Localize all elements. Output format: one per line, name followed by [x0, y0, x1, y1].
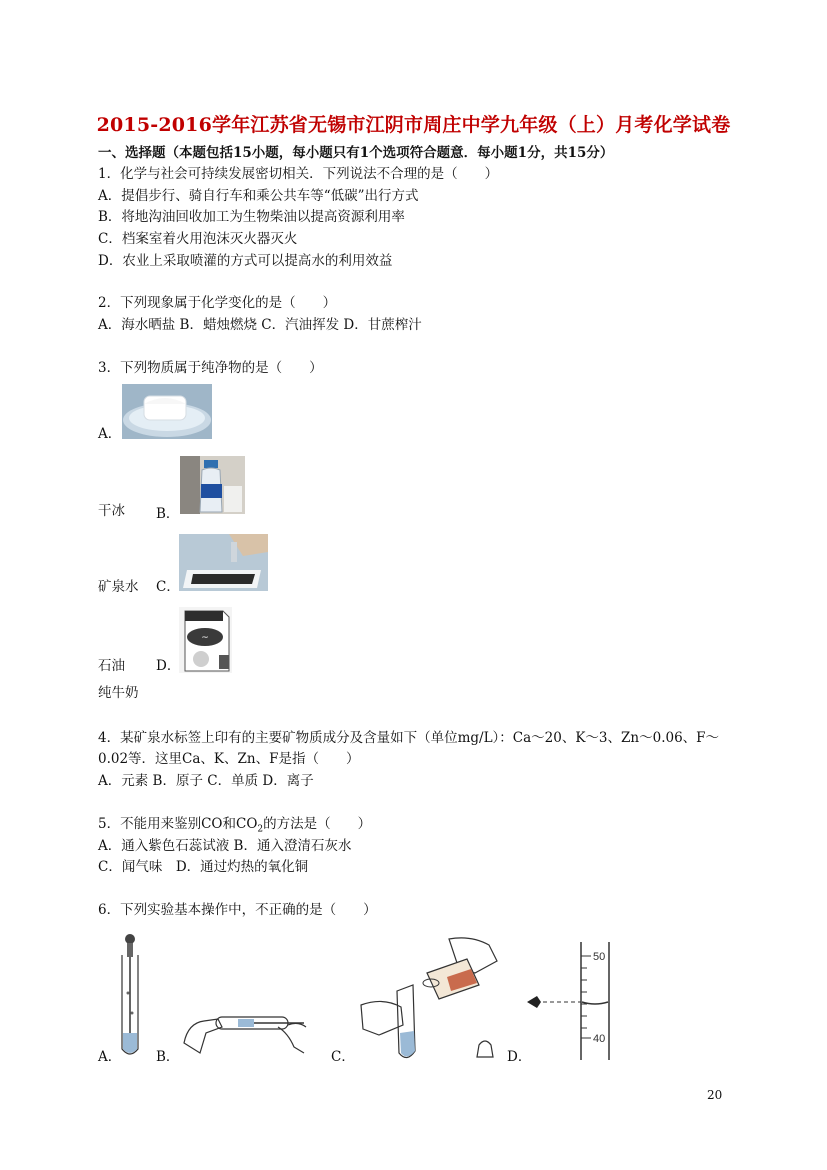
eye-icon [527, 996, 541, 1008]
q6-option-b-label: B． [156, 1049, 180, 1065]
pouring-liquid-figure [355, 933, 500, 1065]
q5-options-ab: A．通入紫色石蕊试液 B．通入澄清石灰水 [98, 838, 352, 854]
cylinder-bottom-mark: 40 [593, 1033, 606, 1045]
q3-option-a-label: A． [98, 426, 122, 442]
mineral-water-photo [180, 456, 245, 514]
q5-options-cd: C．闻气味 D．通过灼热的氧化铜 [98, 859, 309, 875]
q3-a-text: 干冰 [98, 503, 125, 519]
horizontal-tube-figure [178, 1003, 318, 1061]
q6-option-d-label: D． [507, 1049, 532, 1065]
q4-stem-line2: 0.02等．这里Ca、K、Zn、F是指（ ） [98, 751, 360, 767]
dropper-in-tube-figure [116, 933, 144, 1061]
q3-c-text: 石油 [98, 658, 125, 674]
q1-stem: 1．化学与社会可持续发展密切相关．下列说法不合理的是（ ） [98, 166, 499, 182]
graduated-cylinder-figure [525, 940, 615, 1062]
cylinder-top-mark: 50 [593, 951, 606, 963]
q6-option-c-label: C． [331, 1049, 355, 1065]
q2-options: A．海水晒盐 B．蜡烛燃烧 C．汽油挥发 D．甘蔗榨汁 [98, 317, 422, 333]
q1-option-d: D．农业上采取喷灌的方式可以提高水的利用效益 [98, 253, 393, 269]
q5-stem-subscript: 2 [257, 824, 264, 835]
q3-b-text: 矿泉水 [98, 579, 139, 595]
q6-stem: 6．下列实验基本操作中，不正确的是（ ） [98, 902, 377, 918]
q3-stem: 3．下列物质属于纯净物的是（ ） [98, 360, 323, 376]
page-number: 20 [707, 1088, 723, 1102]
svg-text:~: ~ [201, 633, 209, 643]
q2-stem: 2．下列现象属于化学变化的是（ ） [98, 295, 337, 311]
q1-option-c: C．档案室着火用泡沫灭火器灭火 [98, 231, 298, 247]
dry-ice-photo [122, 384, 212, 439]
q1-option-b: B．将地沟油回收加工为生物柴油以提高资源利用率 [98, 209, 405, 225]
petroleum-photo [179, 534, 268, 591]
q3-option-b-label: B． [156, 506, 180, 522]
q5-stem-pre: 5．不能用来鉴别CO和CO [98, 816, 258, 832]
q5-stem [98, 815, 371, 839]
q1-option-a: A．提倡步行、骑自行车和乘公共车等“低碳”出行方式 [98, 188, 419, 204]
q5-stem-post: 的方法是（ ） [263, 816, 372, 832]
q3-d-text: 纯牛奶 [98, 685, 139, 701]
milk-carton-photo [179, 607, 232, 673]
q4-options: A．元素 B．原子 C．单质 D．离子 [98, 773, 314, 789]
page-title: 2015-2016学年江苏省无锡市江阴市周庄中学九年级（上）月考化学试卷 [96, 114, 731, 136]
q3-option-c-label: C． [156, 579, 180, 595]
q3-option-d-label: D． [156, 658, 181, 674]
q6-option-a-label: A． [98, 1049, 122, 1065]
q4-stem-line1: 4．某矿泉水标签上印有的主要矿物质成分及含量如下（单位mg/L）：Ca～20、K～3、Zn～0.06、F～ [98, 730, 720, 746]
section-heading: 一、选择题（本题包括15小题，每小题只有1个选项符合题意．每小题1分，共15分） [98, 145, 614, 161]
